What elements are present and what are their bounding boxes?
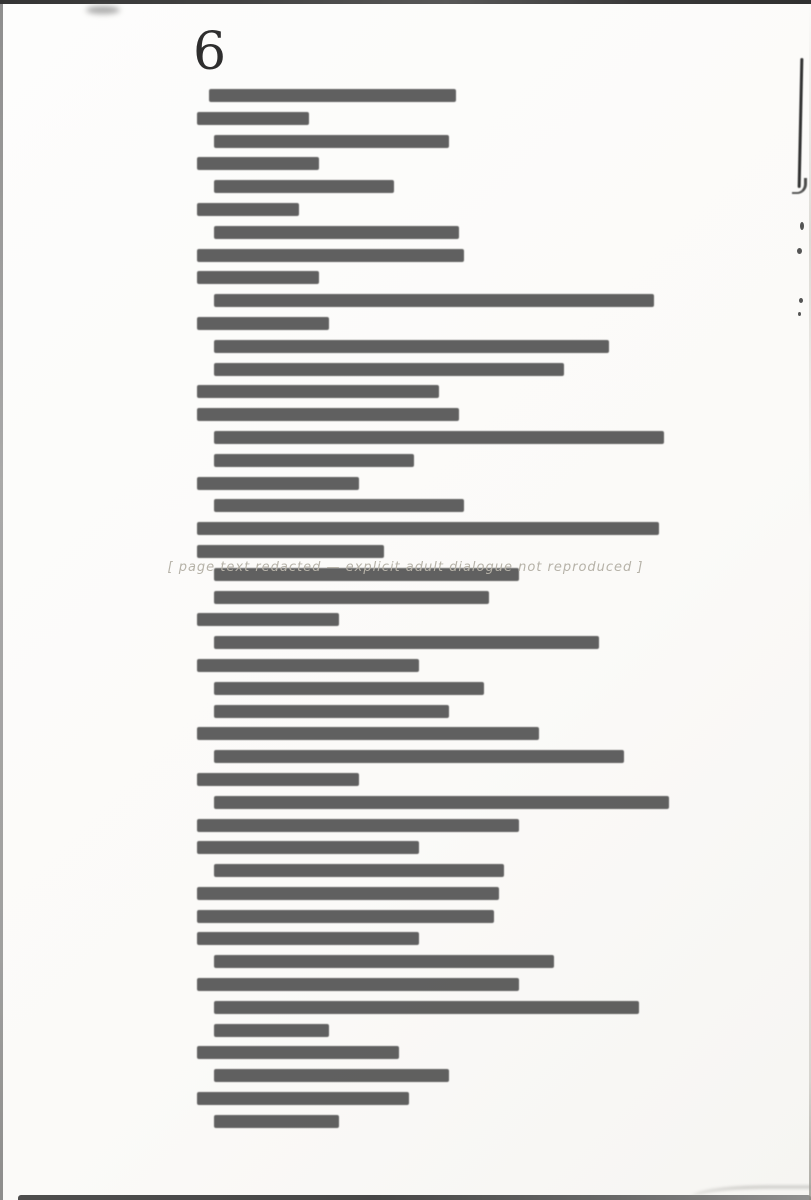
redacted-text-bar (214, 955, 554, 968)
narration-line-redacted (0, 1064, 811, 1087)
narration-line-redacted (0, 1019, 811, 1042)
narration-line-redacted (0, 517, 811, 540)
redacted-text-bar (214, 796, 669, 809)
narration-line-redacted (0, 84, 811, 107)
redacted-text-bar (214, 591, 489, 604)
redacted-text-bar (197, 203, 299, 216)
redacted-text-bar (214, 750, 624, 763)
dialogue-line-redacted (0, 722, 811, 745)
page-number: 6 (193, 22, 227, 82)
narration-line-redacted (0, 677, 811, 700)
dialogue-line-redacted (0, 1041, 811, 1064)
redacted-text-bar (214, 499, 464, 512)
narration-line-redacted (0, 335, 811, 358)
narration-line-redacted (0, 449, 811, 472)
narration-line-redacted (0, 289, 811, 312)
redacted-text-bar (214, 1069, 449, 1082)
redacted-text-bar (214, 340, 609, 353)
redacted-text-bar (214, 294, 654, 307)
text-block (0, 84, 811, 1133)
narration-line-redacted (0, 859, 811, 882)
redacted-text-bar (197, 385, 439, 398)
dialogue-line-redacted (0, 927, 811, 950)
redacted-text-bar (197, 249, 464, 262)
redacted-text-bar (197, 112, 309, 125)
narration-line-redacted (0, 631, 811, 654)
narration-line-redacted (0, 175, 811, 198)
redacted-text-bar (214, 1001, 639, 1014)
narration-line-redacted (0, 950, 811, 973)
dialogue-line-redacted (0, 472, 811, 495)
dialogue-line-redacted (0, 107, 811, 130)
redaction-note: [ page text redacted — explicit adult dialogue not reproduced ] (167, 560, 644, 575)
redacted-text-bar (214, 135, 449, 148)
dialogue-line-redacted (0, 1087, 811, 1110)
redacted-text-bar (214, 431, 664, 444)
narration-line-redacted (0, 905, 811, 928)
redacted-text-bar (214, 454, 414, 467)
dialogue-line-redacted (0, 836, 811, 859)
redacted-text-bar (197, 271, 319, 284)
redacted-text-bar (197, 1092, 409, 1105)
redacted-text-bar (197, 773, 359, 786)
narration-line-redacted (0, 221, 811, 244)
redacted-text-bar (197, 659, 419, 672)
dialogue-line-redacted (0, 403, 811, 426)
redacted-text-bar (214, 363, 564, 376)
redacted-text-bar (197, 841, 419, 854)
dialogue-line-redacted (0, 266, 811, 289)
narration-line-redacted (0, 586, 811, 609)
narration-line-redacted (0, 494, 811, 517)
redacted-text-bar (197, 978, 519, 991)
redacted-text-bar (214, 180, 394, 193)
narration-line-redacted (0, 380, 811, 403)
redacted-text-bar (214, 1024, 329, 1037)
redacted-text-bar (197, 613, 339, 626)
redacted-text-bar (214, 568, 519, 581)
redacted-text-bar (197, 910, 494, 923)
narration-line-redacted (0, 814, 811, 837)
redacted-text-bar (197, 932, 419, 945)
scan-corner-shadow (691, 1186, 811, 1200)
narration-line-redacted (0, 244, 811, 267)
scan-edge-top (0, 0, 811, 4)
redacted-text-bar (214, 705, 449, 718)
dialogue-line-redacted (0, 768, 811, 791)
narration-line-redacted (0, 358, 811, 381)
narration-line-redacted (0, 130, 811, 153)
dialogue-line-redacted (0, 312, 811, 335)
narration-line-redacted (0, 996, 811, 1019)
redacted-text-bar (197, 819, 519, 832)
dialogue-line-redacted (0, 973, 811, 996)
dialogue-line-redacted (0, 882, 811, 905)
narration-line-redacted (0, 700, 811, 723)
scan-smudge (86, 6, 120, 14)
dialogue-line-redacted (0, 608, 811, 631)
redacted-text-bar (214, 682, 484, 695)
redacted-text-bar (214, 864, 504, 877)
redacted-text-bar (197, 522, 659, 535)
redacted-text-bar (197, 157, 319, 170)
redacted-text-bar (209, 89, 456, 102)
redacted-text-bar (197, 317, 329, 330)
dialogue-line-redacted (0, 654, 811, 677)
narration-line-redacted (0, 563, 811, 586)
redacted-text-bar (214, 1115, 339, 1128)
narration-line-redacted (0, 1110, 811, 1133)
redacted-text-bar (197, 408, 459, 421)
dialogue-line-redacted (0, 198, 811, 221)
redacted-text-bar (214, 226, 459, 239)
redacted-text-bar (197, 477, 359, 490)
redacted-text-bar (197, 545, 384, 558)
narration-line-redacted (0, 791, 811, 814)
dialogue-line-redacted (0, 540, 811, 563)
redacted-text-bar (197, 727, 539, 740)
dialogue-line-redacted (0, 152, 811, 175)
narration-line-redacted (0, 745, 811, 768)
redacted-text-bar (197, 1046, 399, 1059)
narration-line-redacted (0, 426, 811, 449)
redacted-text-bar (197, 887, 499, 900)
redacted-text-bar (214, 636, 599, 649)
